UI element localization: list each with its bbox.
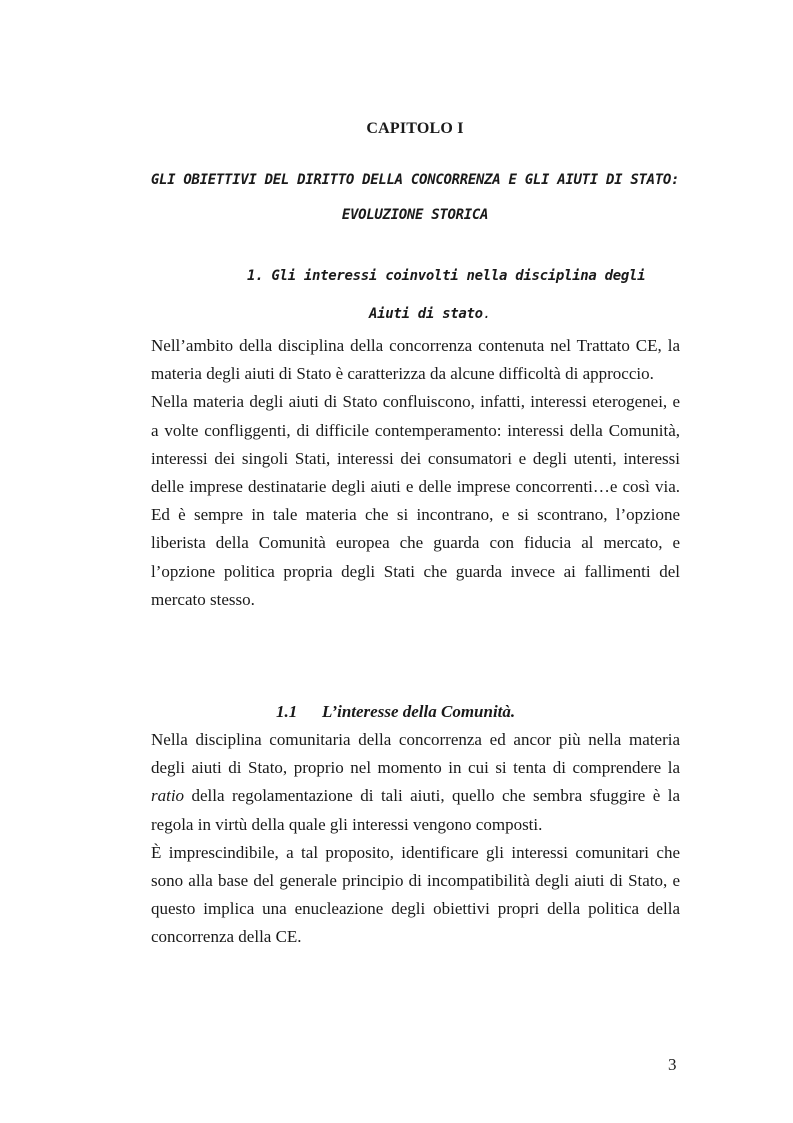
section-1-title-suffix: .	[482, 306, 491, 322]
section-1-1-body	[151, 726, 680, 952]
paragraph: Nella materia degli aiuti di Stato confluiscono, infatti, interessi eterogenei, e a volte confliggenti, di difficile contemperamento: interessi della Comunità, interessi dei singoli Stati, interessi dei consumatori e degli utenti, interessi delle imprese destinatarie degli aiuti e delle imprese concorrenti…e così via. Ed è sempre in tale materia che si incontrano, e si scontrano, l’opzione liberista della Comunità europea che guarda con fiducia al mercato, e l’opzione politica propria degli Stati che guarda invece ai fallimenti del mercato stesso.	[151, 392, 680, 609]
paragraph: È imprescindibile, a tal proposito, identificare gli interessi comunitari che sono alla base del generale principio di incompatibilità degli aiuti di Stato, e questo implica una enucleazione degli obiettivi propri della politica della concorrenza della CE.	[151, 842, 680, 947]
paragraph-text: Nella disciplina comunitaria della concorrenza ed ancor più nella materia degli aiuti di Stato, proprio nel momento in cui si tenta di comprendere la	[151, 730, 680, 778]
section-1-title	[150, 257, 680, 333]
section-1-title-line2-text: Aiuti di stato	[369, 306, 483, 322]
paragraph-text: della regolamentazione di tali aiuti, quello che sembra sfuggire è la regola in virtù della quale gli interessi vengono composti.	[151, 786, 680, 834]
section-1-body	[151, 332, 680, 614]
section-1-title-line1: 1. Gli interessi coinvolti nella disciplina degli	[247, 268, 646, 284]
chapter-title: GLI OBIETTIVI DEL DIRITTO DELLA CONCORRENZA E GLI AIUTI DI STATO: EVOLUZIONE STORICA	[150, 172, 680, 223]
page-number: 3	[668, 1055, 677, 1074]
paragraph	[151, 726, 680, 839]
section-1-1-title	[276, 702, 515, 722]
section-1-1-number: 1.1	[276, 702, 298, 721]
chapter-label: CAPITOLO I	[366, 120, 464, 137]
section-1-title-line2	[150, 295, 680, 333]
ratio-term: ratio	[151, 786, 185, 806]
paragraph: Nell’ambito della disciplina della concorrenza contenuta nel Trattato CE, la materia degli aiuti di Stato è caratterizza da alcune difficoltà di approccio.	[151, 336, 680, 384]
section-1-1-title-text: L’interesse della Comunità.	[322, 702, 516, 721]
